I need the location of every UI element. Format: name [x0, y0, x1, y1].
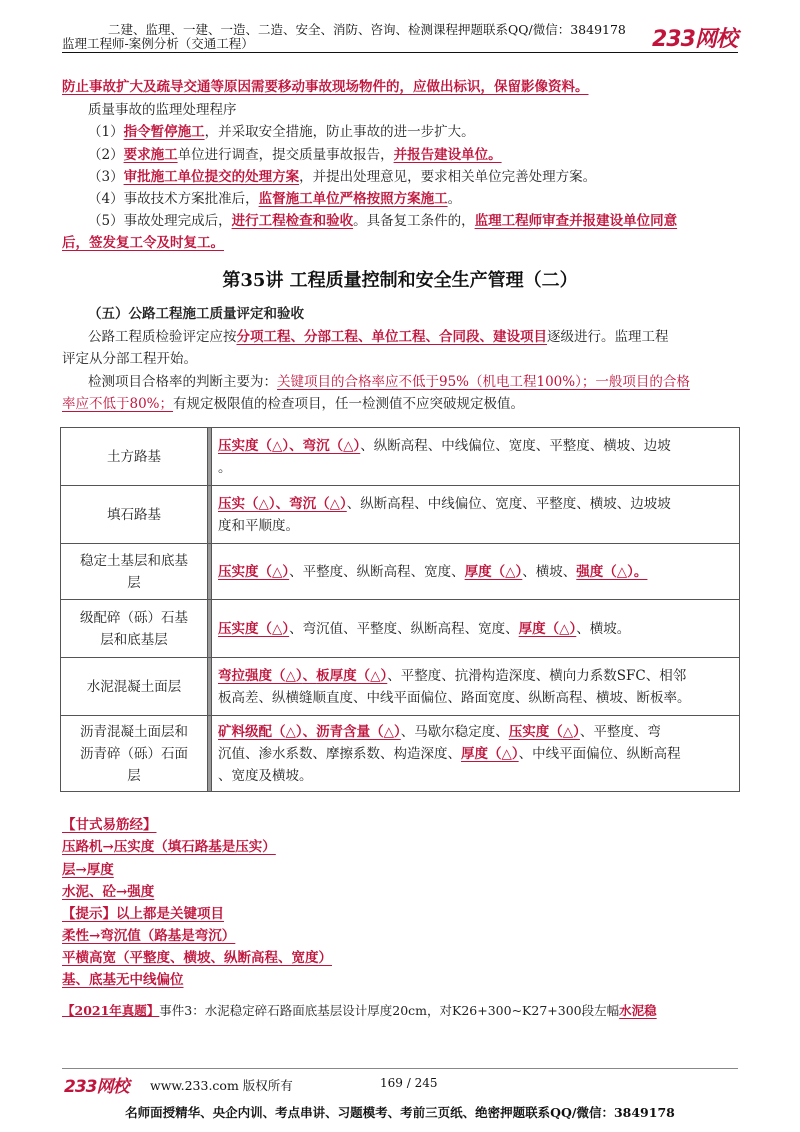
step-2-highlight-2: 并报告建设单位。: [393, 147, 502, 163]
general-items: 、平整度、抗滑构造深度、横向力系数SFC、相邻: [387, 667, 687, 684]
table-row: [61, 716, 740, 792]
step-2-text: 单位进行调查，提交质量事故报告，: [177, 147, 394, 163]
item-line-2: 沥青碎（砾）石面: [80, 745, 188, 762]
step-3-text: ，并提出处理意见，要求相关单位完善处理方案。: [299, 169, 597, 185]
quality-items-table: [60, 427, 740, 792]
general-items-line-2: 板高差、纵横缝顺直度、中线平面偏位、路面宽度、纵断高程、横坡、断板率。: [218, 689, 691, 706]
item-line-1: 稳定土基层和底基: [80, 552, 188, 569]
paragraph-2-pre: 检测项目合格率的判断主要为：: [88, 374, 277, 390]
item-line-2: 层: [127, 574, 141, 591]
header-contact-line: 二建、监理、一建、一造、二造、安全、消防、咨询、检测课程押题联系QQ/微信：3849178: [108, 22, 626, 37]
footer-divider: [62, 1068, 738, 1069]
step-4-pre: 事故技术方案批准后，: [123, 191, 259, 207]
table-cell-content: [212, 600, 740, 658]
table-cell-content: [212, 716, 740, 792]
item-line-1: 级配碎（砾）石基: [80, 609, 188, 626]
general-items: 、纵断高程、中线偏位、宽度、平整度、横坡、边坡: [360, 437, 671, 454]
step-4: [88, 188, 461, 210]
paragraph-2-highlight-2: 率应不低于80%；: [62, 396, 174, 412]
paragraph-2: [88, 371, 690, 393]
step-4-post: 。: [447, 191, 462, 207]
section-heading: 质量事故的监理处理程序: [88, 102, 237, 118]
mnemonic-tip: 【提示】以上都是关键项目: [62, 906, 224, 922]
item-line-2: 层和底基层: [100, 631, 168, 648]
general-items-line-2-post: 、中线平面偏位、纵断高程: [518, 745, 681, 762]
general-items-line-2: 度和平顺度。: [218, 517, 299, 534]
step-1-num: （1）: [88, 124, 124, 140]
table-cell-item: 土方路基: [61, 428, 208, 486]
table-cell-content: [212, 428, 740, 486]
table-cell-item: [61, 544, 208, 600]
table-cell-content: [212, 658, 740, 716]
step-5-mid: 。具备复工条件的，: [353, 213, 475, 229]
table-cell-content: [212, 486, 740, 544]
table-row: [61, 658, 740, 716]
table-cell-item: 填石路基: [61, 486, 208, 544]
step-4-highlight: 监督施工单位严格按照方案施工: [258, 191, 448, 207]
step-5: [88, 210, 677, 232]
header-doc-title: 监理工程师-案例分析（交通工程）: [62, 36, 254, 51]
table-cell-item: 水泥混凝土面层: [61, 658, 208, 716]
general-items-1: 、弯沉值、平整度、纵断高程、宽度、: [289, 620, 519, 637]
key-item-1: 压实度（△）: [218, 620, 290, 637]
key-item-2: 板厚度（△）: [316, 667, 388, 684]
table-row: [61, 486, 740, 544]
exam-text: 事件3：水泥稳定碎石路面底基层设计厚度20cm，对K26+300~K27+300段左幅: [159, 1003, 620, 1018]
footer-contact-note: 名师面授精华、央企内训、考点串讲、习题模考、考前三页纸、绝密押题联系QQ/微信：3849178: [125, 1105, 675, 1120]
paragraph-1-line-2: 评定从分部工程开始。: [62, 351, 197, 367]
general-items-1: 、马歇尔稳定度、: [400, 723, 509, 740]
body-line-1: 防止事故扩大及疏导交通等原因需要移动事故现场物件的，应做出标识，保留影像资料。: [62, 79, 589, 95]
general-items-line-2: 。: [218, 459, 232, 476]
general-items-line-3: 、宽度及横坡。: [218, 767, 313, 784]
key-item-1: 矿料级配（△）: [218, 723, 303, 740]
table-cell-item: [61, 600, 208, 658]
mnemonic-line-3: 水泥、砼→强度: [62, 884, 155, 900]
key-item-2: 沥青含量（△）: [316, 723, 401, 740]
key-separator: 、: [302, 667, 317, 684]
step-1-highlight: 指令暂停施工: [123, 124, 205, 140]
mnemonic-title: 【甘式易筋经】: [62, 817, 157, 833]
step-5-line-2: 后，签发复工令及时复工。: [62, 235, 224, 251]
exam-tag: 【2021年真题】: [62, 1003, 160, 1018]
page-number: 169 / 245: [380, 1076, 438, 1090]
mnemonic-line-2: 层→厚度: [62, 862, 114, 878]
key-items: 压实（△）、弯沉（△）: [218, 495, 347, 512]
general-items-line-2: 沉值、渗水系数、摩擦系数、构造深度、: [218, 745, 461, 762]
table-cell-item: [61, 716, 208, 792]
mnemonic-line-1: 压路机→压实度（填石路基是压实）: [62, 839, 276, 855]
general-items-2: 、横坡。: [576, 620, 631, 637]
step-1-text: ，并采取安全措施，防止事故的进一步扩大。: [204, 124, 475, 140]
step-1: [88, 121, 475, 143]
key-item-1: 压实度（△）: [218, 563, 290, 580]
step-2-highlight-1: 要求施工: [123, 147, 178, 163]
table-row: [61, 600, 740, 658]
paragraph-1-highlight: 分项工程、分部工程、单位工程、合同段、建设项目: [236, 329, 547, 345]
key-item-2: 厚度（△）: [518, 620, 577, 637]
step-2: [88, 144, 502, 166]
key-items: 压实度（△）、弯沉（△）: [218, 437, 361, 454]
general-items-2: 、平整度、弯: [579, 723, 661, 740]
footer-copyright: www.233.com 版权所有: [150, 1078, 293, 1093]
exam-question: [62, 1000, 657, 1022]
table-cell-content: [212, 544, 740, 600]
mnemonic-line-5: 平横高宽（平整度、横坡、纵断高程、宽度）: [62, 950, 332, 966]
step-5-highlight-2: 监理工程师审查并报建设单位同意: [474, 213, 678, 229]
footer-logo: 233网校: [64, 1077, 129, 1097]
key-item-2: 厚度（△）: [464, 563, 523, 580]
brand-logo: 233网校: [652, 27, 737, 52]
lecture-title: 第35讲 工程质量控制和安全生产管理（二）: [222, 270, 578, 291]
paragraph-2-line-2: [62, 393, 524, 415]
mnemonic-line-4: 柔性→弯沉值（路基是弯沉）: [62, 928, 236, 944]
step-5-pre: 事故处理完成后，: [123, 213, 232, 229]
step-5-highlight-1: 进行工程检查和验收: [231, 213, 354, 229]
item-line-3: 层: [127, 767, 141, 784]
header-divider: [62, 52, 738, 53]
step-3: [88, 166, 596, 188]
paragraph-1-pre: 公路工程质检验评定应按: [88, 329, 237, 345]
key-item-4: 厚度（△）: [461, 745, 519, 762]
general-items-1: 、平整度、纵断高程、宽度、: [289, 563, 465, 580]
table-row: [61, 544, 740, 600]
exam-highlight: 水泥稳: [619, 1003, 657, 1018]
step-3-highlight: 审批施工单位提交的处理方案: [123, 169, 300, 185]
general-items-2: 、横坡、: [522, 563, 577, 580]
key-item-3: 强度（△）。: [576, 563, 648, 580]
step-2-num: （2）: [88, 147, 124, 163]
mnemonic-line-6: 基、底基无中线偏位: [62, 972, 184, 988]
subsection-heading: （五）公路工程施工质量评定和验收: [88, 306, 304, 322]
key-separator: 、: [302, 723, 317, 740]
paragraph-2-highlight-1: 关键项目的合格率应不低于95%（机电工程100%）；一般项目的合格: [277, 374, 690, 390]
key-item-3: 压实度（△）: [508, 723, 580, 740]
paragraph-1: [88, 326, 669, 348]
paragraph-1-post: 逐级进行。监理工程: [547, 329, 669, 345]
step-4-num: （4）: [88, 191, 124, 207]
general-items: 、纵断高程、中线偏位、宽度、平整度、横坡、边坡坡: [346, 495, 671, 512]
step-5-num: （5）: [88, 213, 124, 229]
paragraph-2-post: 有规定极限值的检查项目，任一检测值不应突破规定极值。: [173, 396, 525, 412]
key-item-1: 弯拉强度（△）: [218, 667, 303, 684]
step-3-num: （3）: [88, 169, 124, 185]
item-line-1: 沥青混凝土面层和: [80, 723, 188, 740]
table-row: [61, 428, 740, 486]
